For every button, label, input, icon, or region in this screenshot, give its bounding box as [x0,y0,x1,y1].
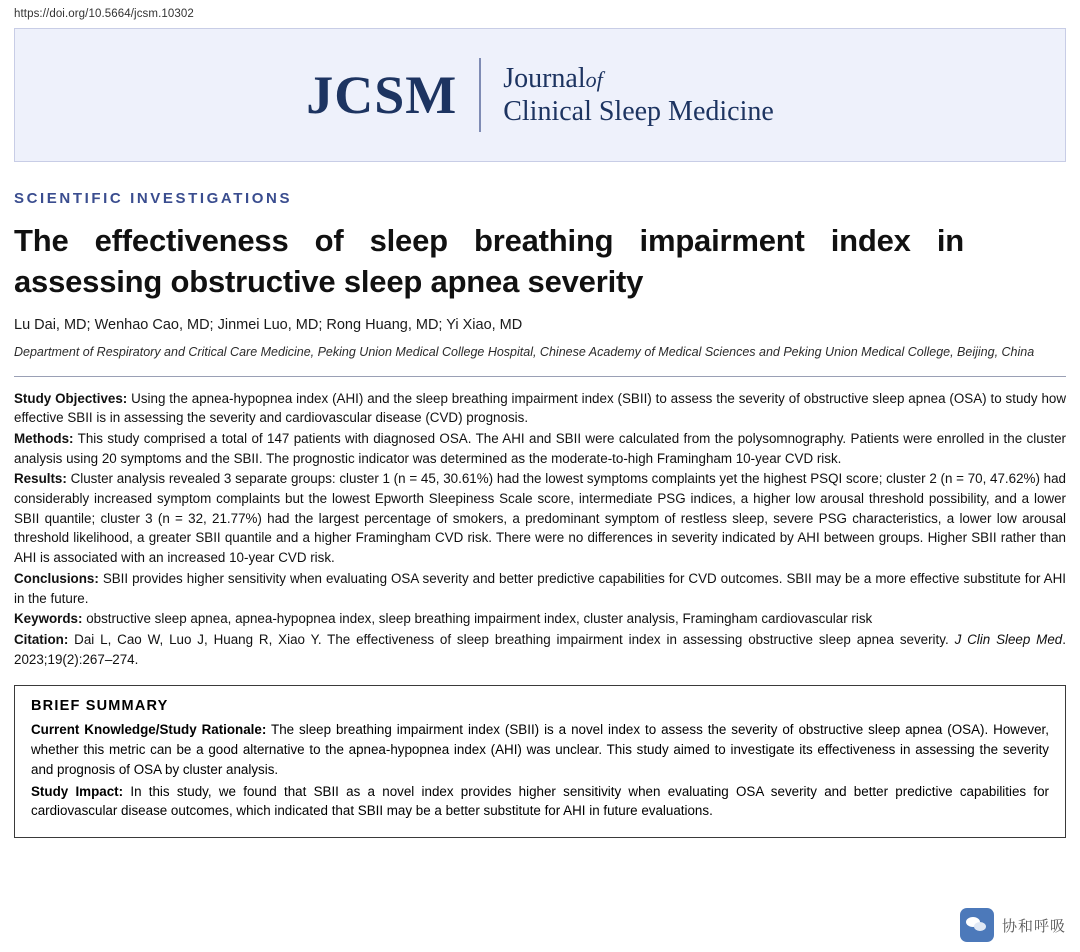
masthead-inner [306,58,774,132]
brief-summary-impact-label: Study Impact: [31,783,124,799]
brief-summary-knowledge-label: Current Knowledge/Study Rationale: [31,722,267,738]
abstract-keywords-label: Keywords: [14,611,83,627]
masthead-divider [479,58,481,132]
brief-summary-impact-text: In this study, we found that SBII as a novel index provides higher sensitivity when evaluating OSA severity and better predictive capabilities for cardiovascular disease outcomes, which indicated that SBII may be a better substitute for AHI in future evaluations. [31,783,1049,819]
journal-masthead [14,28,1066,162]
wechat-icon [960,908,994,942]
divider-rule [14,376,1066,377]
abstract-citation-pages: . 2023;19(2):267–274. [14,632,1066,667]
brief-summary-heading: BRIEF SUMMARY [31,698,169,715]
abstract-objectives [14,389,1066,428]
brief-summary-knowledge [31,720,1049,779]
abstract-methods-label: Methods: [14,430,74,446]
abstract-citation [14,630,1066,669]
brief-summary-box [14,685,1066,838]
abstract-citation-label: Citation: [14,632,69,647]
abstract-conclusions-text: SBII provides higher sensitivity when evaluating OSA severity and better predictive capabilities for CVD outcomes. SBII may be a more effective substitute for AHI in the future. [14,570,1066,606]
abstract-keywords-text: obstructive sleep apnea, apnea-hypopnea index, sleep breathing impairment index, cluster analysis, Framingham cardiovascular risk [86,611,873,627]
abstract [14,389,1066,670]
journal-title-word: Journal [503,62,586,94]
abstract-methods [14,429,1066,468]
abstract-results-text: Cluster analysis revealed 3 separate groups: cluster 1 (n = 45, 30.61%) had the lowest symptoms complaints yet the highest PSQI score; cluster 2 (n = 70, 47.62%) had considerably increased symptom complaints but the lowest Epworth Sleepiness Scale score, intermediate PSG indices, a higher low arousal threshold possibility, and a lower SBII quantile; cluster 3 (n = 32, 21.77%) had the largest percentage of smokers, a predominant symptom of restless sleep, severe PSG characteristics, a lower low arousal threshold likelihood, a greater SBII quantile and a higher Framingham CVD risk. There were no differences in severity indicated by AHI between groups. Higher SBII rather than AHI is associated with an increased 10-year CVD risk. [14,471,1066,566]
watermark-label: 协和呼吸 [1001,916,1066,935]
journal-title-line1 [503,62,774,95]
abstract-keywords [14,609,1066,629]
abstract-results [14,469,1066,568]
abstract-methods-text: This study comprised a total of 147 patients with diagnosed OSA. The AHI and SBII were calculated from the polysomnography. Patients were enrolled in the cluster analysis using 20 symptoms and the SBII. The prognostic indicator was determined as the moderate-to-high Framingham 10-year CVD risk. [14,430,1067,466]
abstract-conclusions-label: Conclusions: [14,570,99,586]
journal-title-of: of [585,66,603,92]
doi-link[interactable]: https://doi.org/10.5664/jcsm.10302 [14,8,194,20]
brief-summary-knowledge-text: The sleep breathing impairment index (SBII) is a novel index to assess the severity of obstructive sleep apnea (OSA). However, whether this metric can be a good alternative to the apnea-hypopnea index (AHI) was unclear. This study aimed to investigate its effectiveness in assessing the severity and prognosis of OSA by cluster analysis. [31,722,1049,777]
jcsm-logo: JCSM [306,65,458,125]
brief-summary-impact [31,782,1049,821]
affiliation: Department of Respiratory and Critical Care Medicine, Peking Union Medical College Hospital, Chinese Academy of Medical Sciences and Peking Union Medical College, Beijing, China [14,344,1035,359]
abstract-citation-text: Dai L, Cao W, Luo J, Huang R, Xiao Y. The effectiveness of sleep breathing impairment index in assessing obstructive sleep apnea severity. [74,632,949,647]
abstract-conclusions [14,569,1066,608]
journal-title [503,62,774,128]
wechat-watermark [960,908,1066,942]
author-list: Lu Dai, MD; Wenhao Cao, MD; Jinmei Luo, MD; Rong Huang, MD; Yi Xiao, MD [14,316,523,333]
section-kicker: SCIENTIFIC INVESTIGATIONS [14,190,293,207]
abstract-results-label: Results: [14,471,67,487]
page-title: The effectiveness of sleep breathing impairment index in assessing obstructive sleep apnea severity [14,223,964,299]
abstract-objectives-text: Using the apnea-hypopnea index (AHI) and the sleep breathing impairment index (SBII) to assess the severity of obstructive sleep apnea (OSA) to study how effective SBII is in assessing the severity and cardiovascular disease (CVD) prognosis. [14,390,1067,426]
abstract-citation-journal: J Clin Sleep Med [954,632,1063,647]
abstract-objectives-label: Study Objectives: [14,390,128,406]
journal-title-line2: Clinical Sleep Medicine [503,96,774,127]
